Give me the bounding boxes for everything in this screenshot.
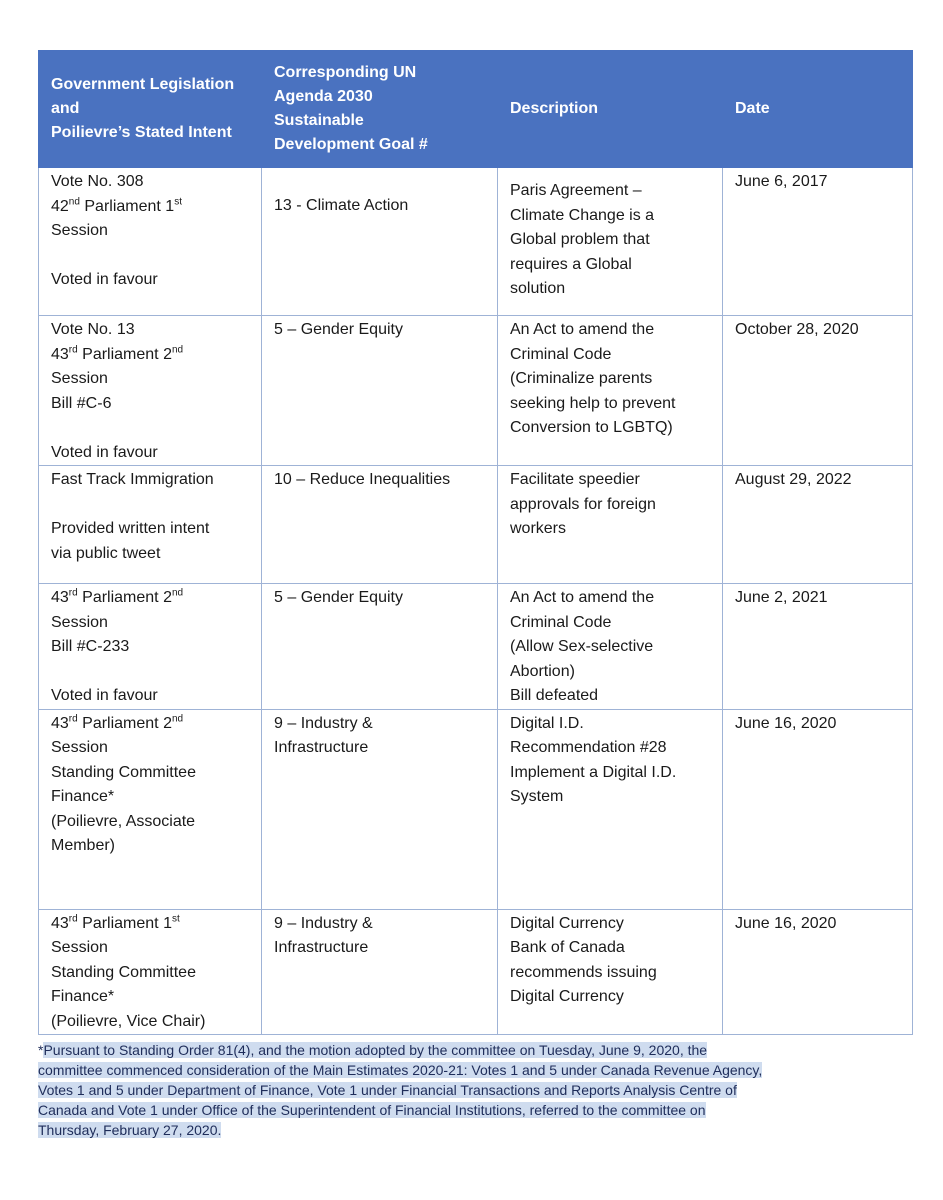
header-date: Date	[723, 51, 913, 168]
table-row	[39, 709, 913, 909]
cell-description: An Act to amend the Criminal Code (Criminalize parents seeking help to prevent Conversion to LGBTQ)	[498, 316, 723, 466]
legislation-table	[38, 50, 913, 1035]
cell-date: June 2, 2021	[723, 584, 913, 710]
cell-legislation: Fast Track Immigration Provided written intent via public tweet	[39, 466, 262, 584]
cell-date: June 16, 2020	[723, 709, 913, 909]
cell-legislation: 43rd Parliament 2nd Session Bill #C-233 Voted in favour	[39, 584, 262, 710]
cell-goal: 9 – Industry & Infrastructure	[262, 709, 498, 909]
cell-description: Paris Agreement – Climate Change is a Global problem that requires a Global solution	[498, 168, 723, 316]
footnote-text: Pursuant to Standing Order 81(4), and the motion adopted by the committee on Tuesday, June 9, 2020, the committee commenced consideration of the Main Estimates 2020-21: Votes 1 and 5 under Canada Revenue Agency, Votes 1 and 5 under Department of Finance, Vote 1 under Financial Transactions and Reports Analysis Centre of Canada and Vote 1 under Office of the Superintendent of Financial Institutions, referred to the committee on Thursday, February 27, 2020.	[38, 1042, 763, 1138]
table-row	[39, 466, 913, 584]
cell-date: June 6, 2017	[723, 168, 913, 316]
header-legislation: Government Legislation and Poilievre’s Stated Intent	[39, 51, 262, 168]
cell-goal: 5 – Gender Equity	[262, 316, 498, 466]
table-header	[39, 51, 913, 168]
cell-legislation: Vote No. 13 43rd Parliament 2nd Session Bill #C-6 Voted in favour	[39, 316, 262, 466]
cell-date: October 28, 2020	[723, 316, 913, 466]
header-un-goal: Corresponding UN Agenda 2030 Sustainable Development Goal #	[262, 51, 498, 168]
table-row	[39, 316, 913, 466]
cell-goal: 10 – Reduce Inequalities	[262, 466, 498, 584]
cell-goal: 5 – Gender Equity	[262, 584, 498, 710]
cell-goal: 13 - Climate Action	[262, 168, 498, 316]
cell-legislation: 43rd Parliament 2nd Session Standing Committee Finance* (Poilievre, Associate Member)	[39, 709, 262, 909]
cell-description: An Act to amend the Criminal Code (Allow Sex-selective Abortion) Bill defeated	[498, 584, 723, 710]
table-row	[39, 909, 913, 1035]
cell-legislation: Vote No. 308 42nd Parliament 1st Session Voted in favour	[39, 168, 262, 316]
cell-goal: 9 – Industry & Infrastructure	[262, 909, 498, 1035]
cell-description: Digital Currency Bank of Canada recommends issuing Digital Currency	[498, 909, 723, 1035]
header-description: Description	[498, 51, 723, 168]
cell-date: June 16, 2020	[723, 909, 913, 1035]
cell-date: August 29, 2022	[723, 466, 913, 584]
footnote-marker: *	[38, 1042, 44, 1058]
cell-legislation: 43rd Parliament 1st Session Standing Committee Finance* (Poilievre, Vice Chair)	[39, 909, 262, 1035]
cell-description: Digital I.D. Recommendation #28 Implement a Digital I.D. System	[498, 709, 723, 909]
table-row	[39, 584, 913, 710]
table-row	[39, 168, 913, 316]
footnote	[38, 1040, 906, 1140]
cell-description: Facilitate speedier approvals for foreign workers	[498, 466, 723, 584]
